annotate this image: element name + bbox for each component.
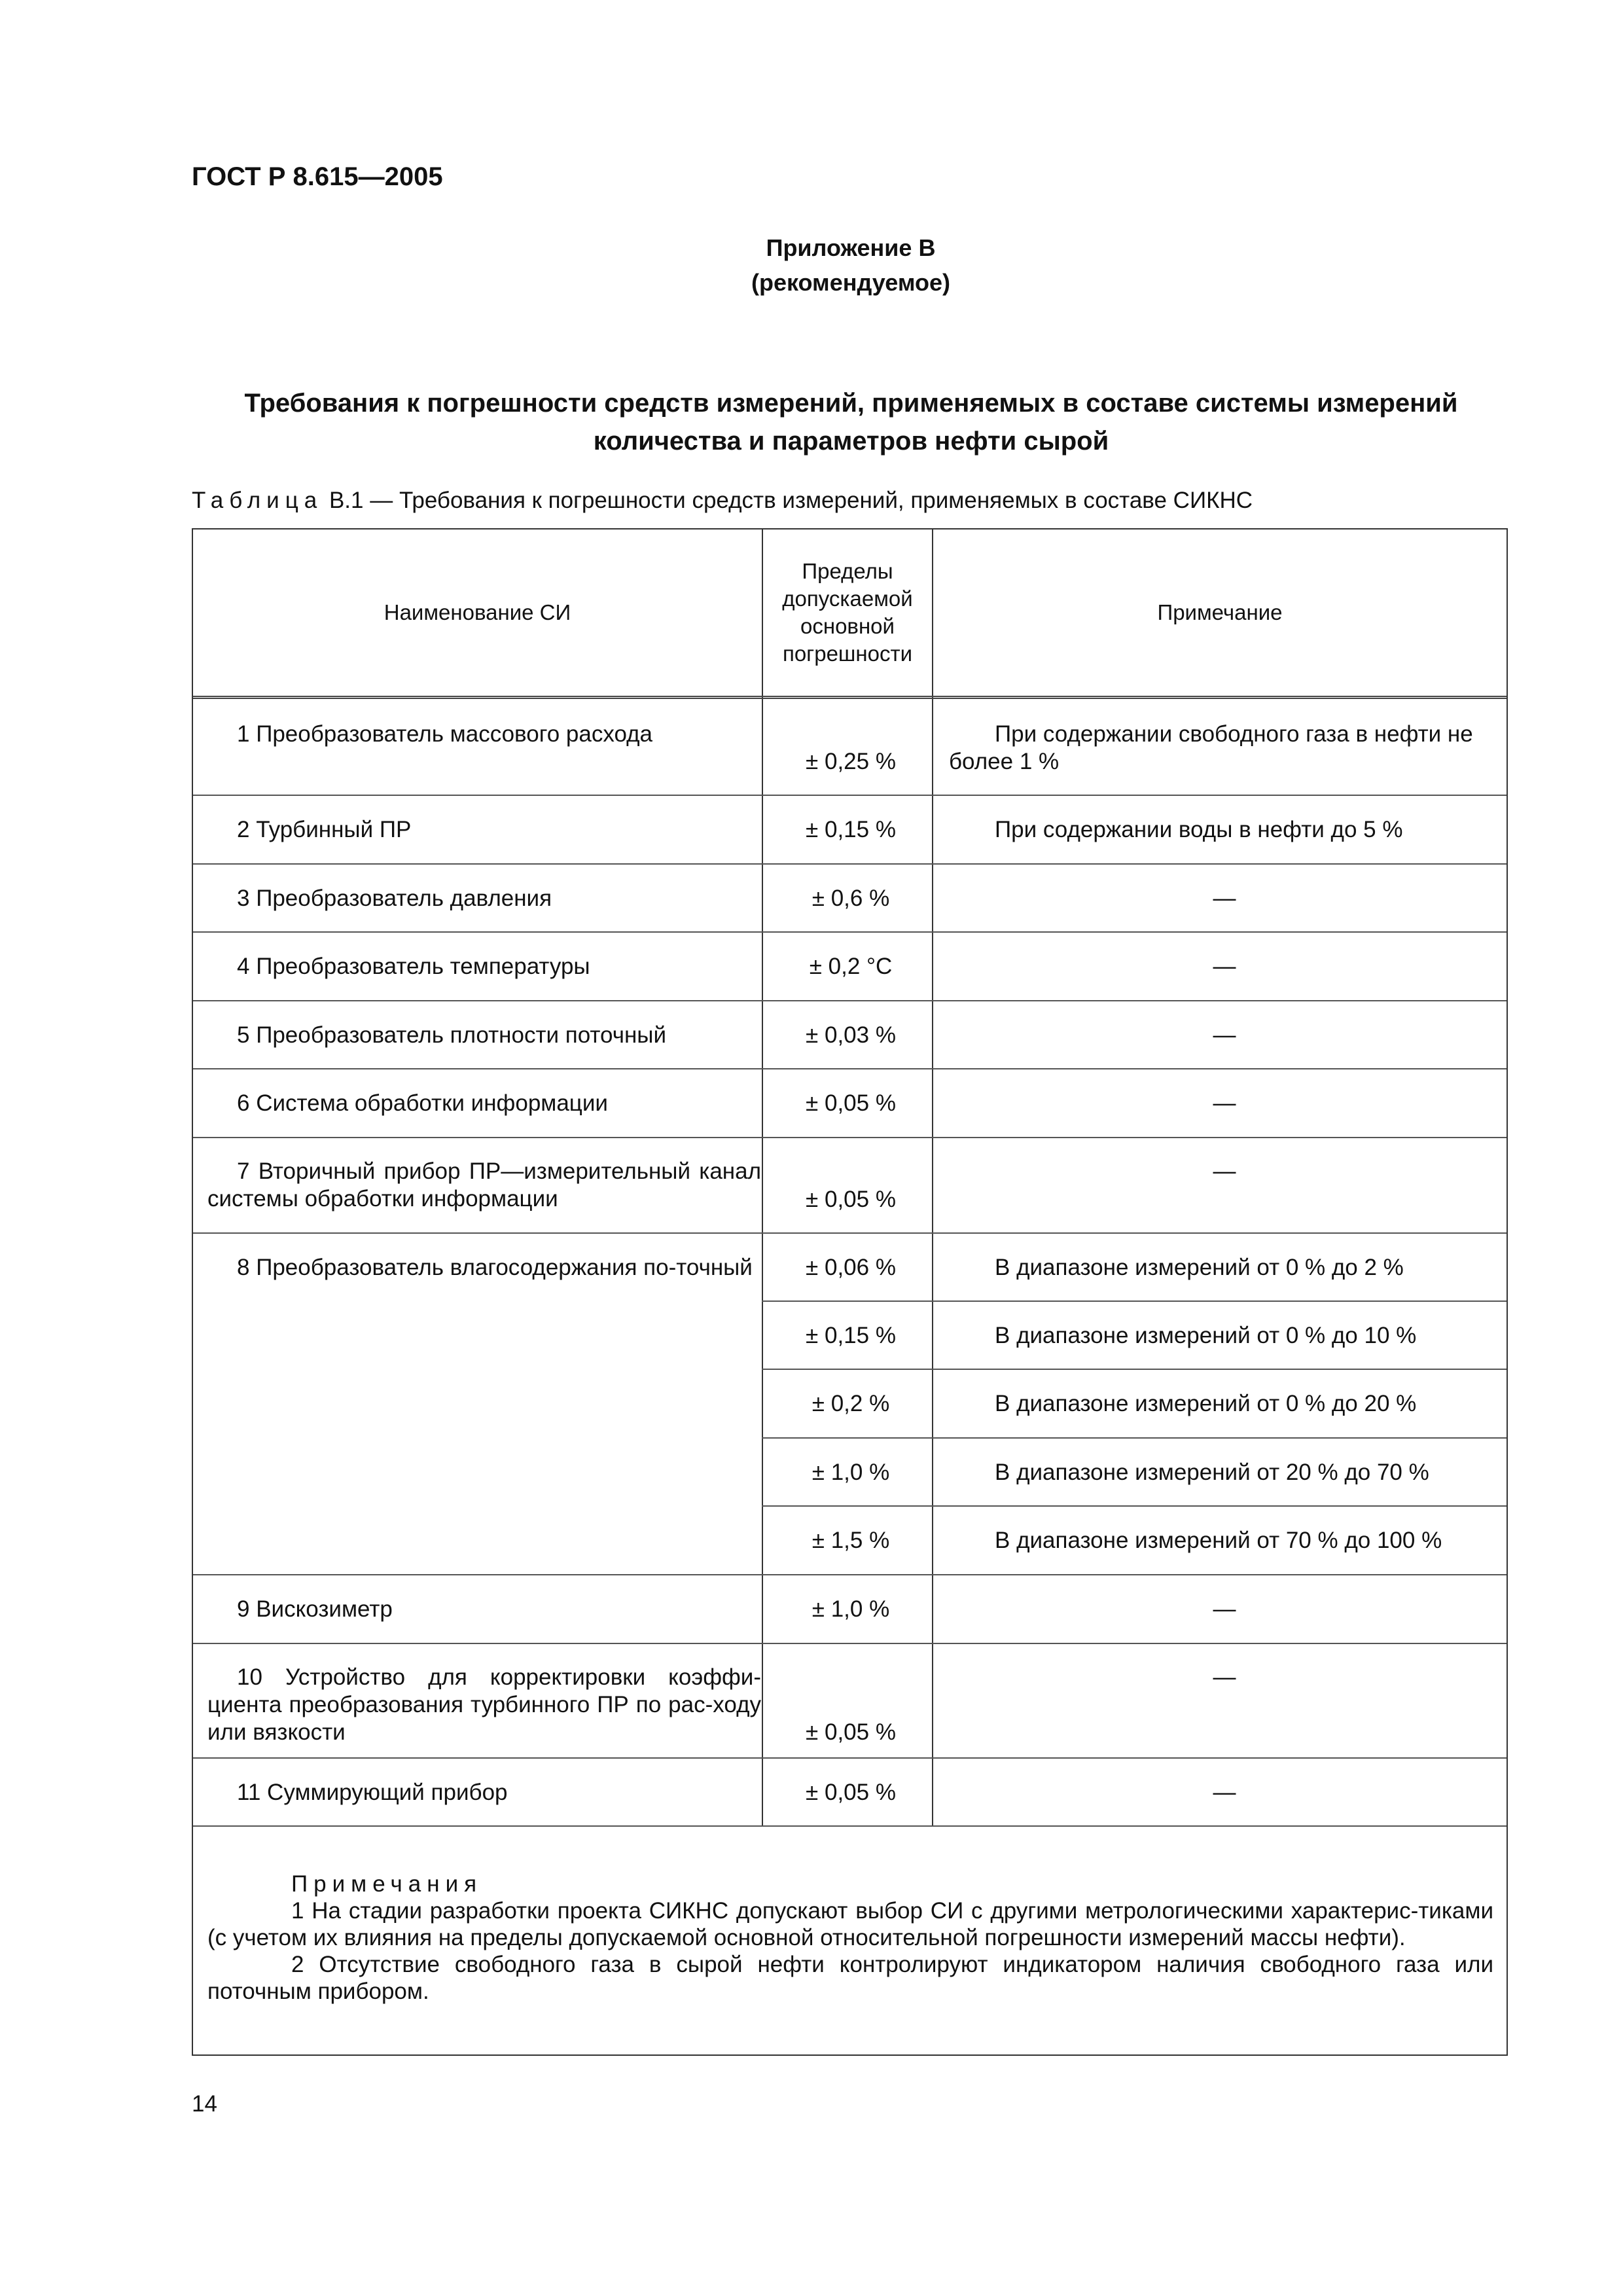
column-divider-1 (762, 529, 763, 1825)
table-row-9-note: — (1213, 1596, 1236, 1622)
table-row-1-note: При содержании свободного газа в нефти не более 1 % (949, 721, 1473, 774)
row-divider-partial (762, 1505, 1507, 1507)
table-row-3-tolerance: ± 0,6 % (812, 886, 890, 911)
table-row-4-name: 4 Преобразователь температуры (237, 954, 590, 979)
table-row-2-note: При содержании воды в нефти до 5 % (995, 817, 1403, 842)
table-row-8-name: 8 Преобразователь влагосодержания по-точный (237, 1255, 753, 1280)
table-row-9-tolerance: ± 1,0 % (812, 1596, 890, 1622)
table-row-8c-tolerance: ± 0,2 % (812, 1391, 890, 1416)
table-row-7-note: — (1213, 1158, 1236, 1184)
row-divider (193, 931, 1507, 933)
table-row-2-tolerance: ± 0,15 % (806, 817, 896, 842)
table-row-3-name: 3 Преобразователь давления (237, 886, 552, 911)
table-row-2-name: 2 Турбинный ПР (237, 817, 412, 842)
row-divider (193, 795, 1507, 796)
notes-heading: Примечания (291, 1871, 483, 1897)
page-number: 14 (192, 2091, 217, 2117)
table-row-8b-tolerance: ± 0,15 % (806, 1323, 896, 1348)
row-divider (193, 1137, 1507, 1138)
table-row-11-note: — (1213, 1780, 1236, 1805)
table-row-1-tolerance: ± 0,25 % (806, 749, 896, 774)
table-row-3-note: — (1213, 886, 1236, 911)
table-row-8c-note: В диапазоне измерений от 0 % до 20 % (995, 1391, 1417, 1416)
appendix-subtitle: (рекомендуемое) (751, 269, 950, 296)
table-caption-prefix: Таблица (192, 488, 323, 513)
table-row-8a-tolerance: ± 0,06 % (806, 1255, 896, 1280)
row-divider (193, 1068, 1507, 1069)
table-row-8d-note: В диапазоне измерений от 20 % до 70 % (995, 1460, 1429, 1485)
appendix-title: Приложение В (766, 234, 936, 261)
section-title-line-1: Требования к погрешности средств измерений, применяемых в составе системы измерений (244, 389, 1458, 418)
table-row-5-note: — (1213, 1022, 1236, 1048)
table-row-11-tolerance: ± 0,05 % (806, 1780, 896, 1805)
table-row-5-tolerance: ± 0,03 % (806, 1022, 896, 1048)
table-caption-text: В.1 — Требования к погрешности средств измерений, применяемых в составе СИКНС (323, 488, 1253, 513)
table-row-4-tolerance: ± 0,2 °С (809, 954, 893, 979)
section-title (192, 384, 1510, 460)
table-row-8d-tolerance: ± 1,0 % (812, 1460, 890, 1485)
row-divider (193, 1232, 1507, 1234)
table-row-6-name: 6 Система обработки информации (237, 1090, 608, 1116)
table-row-10-tolerance: ± 0,05 % (806, 1719, 896, 1745)
column-header-tolerance: Пределы допускаемой основной погрешности (782, 559, 913, 666)
table-row-7-tolerance: ± 0,05 % (806, 1187, 896, 1212)
requirements-table (192, 528, 1508, 2056)
table-row-11-name: 11 Суммирующий прибор (237, 1780, 508, 1805)
column-header-note: Примечание (1157, 600, 1283, 624)
table-row-1-name: 1 Преобразователь массового расхода (237, 721, 653, 747)
table-row-5-name: 5 Преобразователь плотности поточный (237, 1022, 667, 1048)
document-id: ГОСТ Р 8.615—2005 (192, 162, 443, 191)
table-row-7-name: 7 Вторичный прибор ПР—измерительный канал системы обработки информации (207, 1158, 761, 1211)
row-divider (193, 1643, 1507, 1644)
table-row-10-note: — (1213, 1664, 1236, 1690)
row-divider-partial (762, 1300, 1507, 1302)
row-divider-partial (762, 1369, 1507, 1370)
row-divider (193, 1825, 1507, 1827)
table-row-8e-note: В диапазоне измерений от 70 % до 100 % (995, 1528, 1442, 1553)
appendix-heading (0, 230, 1623, 300)
table-row-9-name: 9 Вискозиметр (237, 1596, 393, 1622)
note-item-2: 2 Отсутствие свободного газа в сырой нефти контролируют индикатором наличия свободного газа или поточным прибором. (207, 1952, 1493, 2004)
header-divider (193, 696, 1507, 699)
section-title-line-2: количества и параметров нефти сырой (593, 427, 1109, 456)
table-row-8b-note: В диапазоне измерений от 0 % до 10 % (995, 1323, 1417, 1348)
note-item-1: 1 На стадии разработки проекта СИКНС допускают выбор СИ с другими метрологическими характерис-тиками (с учетом их влияния на пределы допускаемой основной относительной погрешности измерений массы нефти). (207, 1898, 1493, 1950)
table-row-10-name: 10 Устройство для корректировки коэффи-циента преобразования турбинного ПР по рас-ходу или вязкости (207, 1664, 761, 1745)
table-row-8e-tolerance: ± 1,5 % (812, 1528, 890, 1553)
column-divider-2 (932, 529, 933, 1825)
table-caption (192, 488, 1253, 514)
row-divider (193, 1000, 1507, 1001)
row-divider-partial (762, 1437, 1507, 1439)
column-header-name: Наименование СИ (383, 600, 571, 624)
table-row-4-note: — (1213, 954, 1236, 979)
row-divider (193, 1574, 1507, 1575)
row-divider (193, 1757, 1507, 1759)
table-row-6-note: — (1213, 1090, 1236, 1116)
table-notes (207, 1871, 1493, 2005)
table-row-8a-note: В диапазоне измерений от 0 % до 2 % (995, 1255, 1404, 1280)
table-row-6-tolerance: ± 0,05 % (806, 1090, 896, 1116)
row-divider (193, 863, 1507, 865)
